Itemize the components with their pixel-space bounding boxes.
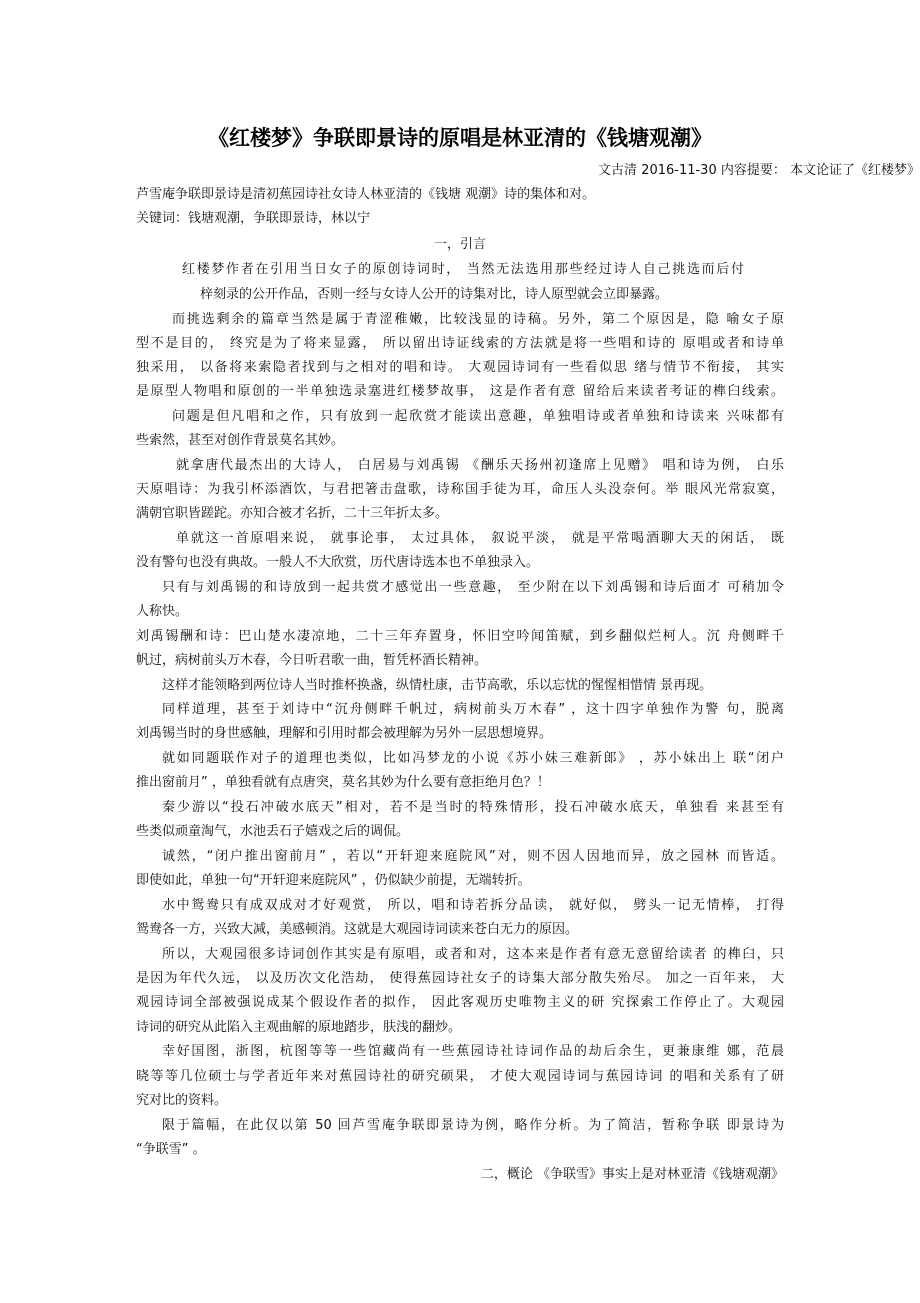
text-line: 没有警句也没有典故。一般人不大欣赏，历代唐诗选本也不单独录入。: [136, 555, 540, 570]
text-line: 独采用， 以备将来索隐者找到与之相对的唱和诗。 大观园诗词有一些看似思 绪与情节不衔接， 其实: [136, 360, 784, 375]
text-line: 刘禹锡当时的身世感触，理解和引用时都会被理解为另外一层思想境界。: [136, 726, 553, 741]
text-line: 秦少游以“投石冲破水底天”相对，若不是当时的特殊情形，投石冲破水底天，单独看 来甚至有: [162, 800, 784, 815]
text-line: 就如同题联作对子的道理也类似，比如冯梦龙的小说《苏小妹三难新郎》 ，苏小妹出上 联“闭户: [162, 751, 784, 766]
text-line: 这样才能领略到两位诗人当时推杯换盏，纵情杜康，击节高歌，乐以忘忧的惺惺相惜情 景再现。: [162, 678, 713, 693]
text-line: 帆过，病树前头万木春，今日听君歌一曲，暂凭杯酒长精神。: [136, 653, 488, 668]
text-line: 晓等等几位硕士与学者近年来对蕉园诗社的研究硕果， 才使大观园诗词与蕉园诗词 的唱和关系有了研: [136, 1069, 784, 1084]
text-line: 鸳鸯各一方，兴致大减，美感顿消。这就是大观园诗词读来苍白无力的原因。: [136, 922, 579, 937]
text-line: 幸好国图，浙图，杭图等等一些馆藏尚有一些蕉园诗社诗词作品的劫后余生，更兼康维 娜，范晨: [162, 1044, 784, 1059]
text-line: 二，概论 《争联雪》事实上是对林亚清《钱塘观潮》: [480, 1167, 784, 1182]
document-title: 《红楼梦》争联即景诗的原唱是林亚清的《钱塘观潮》: [208, 126, 712, 150]
text-line: 红楼梦作者在引用当日女子的原创诗词时， 当然无法选用那些经过诗人自己挑选而后付: [182, 262, 744, 277]
text-line: 人称快。: [136, 604, 189, 619]
text-line: 即使如此，单独一句“开轩迎来庭院风” ，仍似缺少前提，无端转折。: [136, 873, 531, 888]
text-line: 关键词：钱塘观潮，争联即景诗，林以宁: [136, 211, 371, 226]
text-line: 满朝官职皆蹉跎。亦知合被才名折，二十三年折太多。: [136, 506, 449, 521]
text-line: 只有与刘禹锡的和诗放到一起共赏才感觉出一些意趣， 至少附在以下刘禹锡和诗后面才 可稍加令: [162, 580, 784, 595]
text-line: 些类似顽童淘气，水池丢石子嬉戏之后的调侃。: [136, 824, 410, 839]
text-line: 诗词的研究从此陷入主观曲解的原地踏步，肤浅的翻炒。: [136, 1020, 462, 1035]
text-line: 推出窗前月” ，单独看就有点唐突，莫名其妙为什么要有意拒绝月色？！: [136, 775, 550, 790]
text-line: 限于篇幅，在此仅以第 50 回芦雪庵争联即景诗为例，略作分析。为了简洁，暂称争联 即景诗为: [162, 1118, 784, 1133]
text-line: 天原唱诗：为我引杯添酒饮，与君把箸击盘歌，诗称国手徒为耳，命压人头没奈何。举 眼风光常寂寞，: [136, 482, 784, 497]
text-line: 是原型人物唱和原创的一半单独选录塞进红楼梦故事， 这是作者有意 留给后来读者考证的榫臼线索。: [136, 384, 784, 399]
text-line: 究对比的资料。: [136, 1093, 228, 1108]
text-line: 刘禹锡酬和诗：巴山楚水凄凉地，二十三年弃置身，怀旧空吟闻笛赋，到乡翻似烂柯人。沉 舟侧畔千: [136, 629, 784, 644]
text-line: 就拿唐代最杰出的大诗人， 白居易与刘禹锡 《酬乐天扬州初逢席上见赠》 唱和诗为例， 白乐: [176, 458, 784, 473]
text-line: 梓刻录的公开作品，否则一经与女诗人公开的诗集对比，诗人原型就会立即暴露。: [200, 287, 669, 302]
text-line: 单就这一首原唱来说， 就事论事， 太过具体， 叙说平淡， 就是平常喝酒聊大天的闲话， 既: [176, 531, 784, 546]
text-line: 芦雪庵争联即景诗是清初蕉园诗社女诗人林亚清的《钱塘 观潮》诗的集体和对。: [136, 187, 596, 202]
text-line: 是因为年代久远， 以及历次文化浩劫， 使得蕉园诗社女子的诗集大部分散失殆尽。 加之一百年来， 大: [136, 971, 784, 986]
text-line: 所以，大观园很多诗词创作其实是有原唱，或者和对，这本来是作者有意无意留给读者 的榫臼，只: [162, 947, 784, 962]
text-line: “争联雪” 。: [136, 1142, 206, 1157]
text-line: 些索然，甚至对创作背景莫名其妙。: [136, 433, 345, 448]
text-line: 而挑选剩余的篇章当然是属于青涩稚嫩，比较浅显的诗稿。另外，第二个原因是，隐 喻女子原: [172, 312, 784, 327]
text-line: 观园诗词全部被强说成某个假设作者的拟作， 因此客观历史唯物主义的研 究探索工作停止了。大观园: [136, 995, 784, 1010]
text-line: 型不是目的， 终究是为了将来显露， 所以留出诗证线索的方法就是将一些唱和诗的 原唱或者和诗单: [136, 336, 784, 351]
text-line: 文古清 2016-11-30 内容提要： 本文论证了《红楼梦》: [598, 163, 920, 178]
text-line: 问题是但凡唱和之作，只有放到一起欣赏才能读出意趣，单独唱诗或者单独和诗读来 兴味都有: [172, 409, 784, 424]
text-line: 一，引言: [433, 237, 486, 252]
text-line: 水中鸳鸯只有成双成对才好观赏， 所以，唱和诗若拆分品读， 就好似， 劈头一记无情棒， 打得: [162, 898, 784, 913]
text-line: 同样道理，甚至于刘诗中“沉舟侧畔千帆过，病树前头万木春” ，这十四字单独作为警 句，脱离: [162, 702, 784, 717]
text-line: 诚然，“闭户推出窗前月” ，若以“开轩迎来庭院风”对，则不因人因地而异，放之园林 而皆适。: [162, 849, 784, 864]
